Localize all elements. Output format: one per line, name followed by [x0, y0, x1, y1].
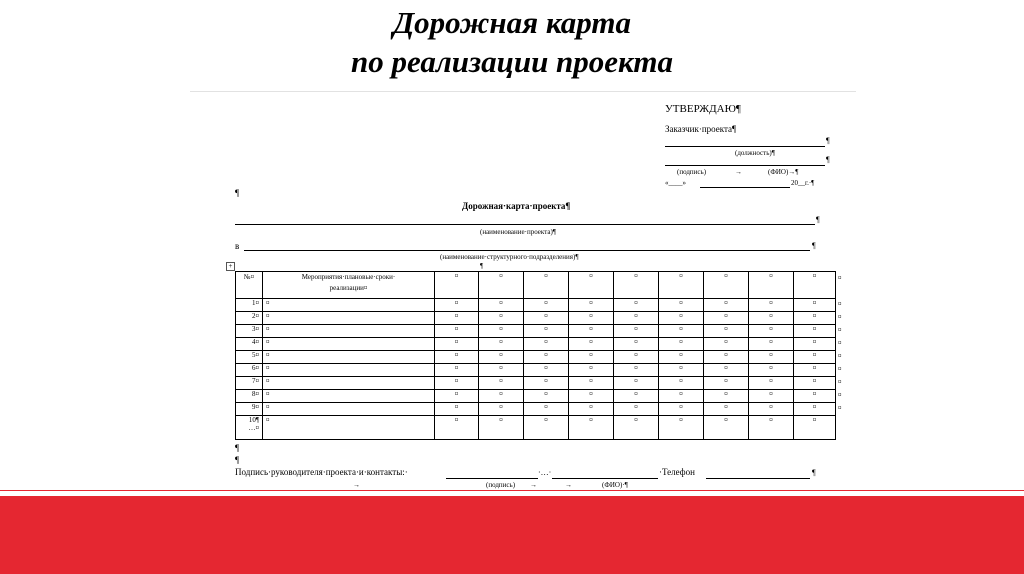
header-cell: ¤ — [524, 272, 569, 299]
schedule-cell[interactable]: ¤ — [794, 325, 836, 338]
row-number: 4¤ — [236, 338, 263, 351]
schedule-cell[interactable]: ¤ — [524, 377, 569, 390]
pilcrow-6: ¶ — [480, 262, 484, 270]
approve-label: УТВЕРЖДАЮ¶ — [665, 103, 741, 115]
schedule-cell[interactable]: ¤ — [435, 377, 479, 390]
roadmap-table — [235, 271, 836, 440]
header-activities: Мероприятия·плановые·сроки· реализации¤ — [263, 272, 435, 299]
footer-signature-caption: (подпись) — [486, 481, 516, 489]
row-end-mark: ¤ — [838, 300, 842, 308]
schedule-cell[interactable]: ¤ — [659, 364, 704, 377]
schedule-cell[interactable]: ¤ — [749, 325, 794, 338]
in-prefix: в — [235, 241, 240, 251]
table-row — [236, 325, 836, 338]
row-end-mark: ¤ — [838, 391, 842, 399]
schedule-cell[interactable]: ¤ — [749, 364, 794, 377]
schedule-cell[interactable]: ¤ — [704, 403, 749, 416]
row-end-mark: ¤ — [838, 378, 842, 386]
schedule-cell[interactable]: ¤ — [569, 390, 614, 403]
schedule-cell[interactable]: ¤ — [659, 377, 704, 390]
schedule-cell[interactable]: ¤ — [524, 351, 569, 364]
activity-cell[interactable]: ¤ — [263, 390, 435, 403]
schedule-cell[interactable]: ¤ — [749, 390, 794, 403]
header-cell: ¤ — [569, 272, 614, 299]
schedule-cell[interactable]: ¤ — [659, 403, 704, 416]
activity-cell[interactable]: ¤ — [263, 416, 435, 440]
schedule-cell[interactable]: ¤ — [659, 351, 704, 364]
project-name-line — [235, 224, 815, 225]
slide-title-line1: Дорожная карта — [393, 5, 631, 40]
schedule-cell[interactable]: ¤ — [794, 364, 836, 377]
schedule-cell[interactable]: ¤ — [479, 416, 524, 440]
schedule-cell[interactable]: ¤ — [749, 377, 794, 390]
schedule-cell[interactable]: ¤ — [435, 403, 479, 416]
schedule-cell[interactable]: ¤ — [614, 325, 659, 338]
activity-cell[interactable]: ¤ — [263, 377, 435, 390]
header-cell: ¤ — [749, 272, 794, 299]
pilcrow-2: ¶ — [826, 155, 830, 164]
schedule-cell[interactable]: ¤ — [794, 351, 836, 364]
schedule-cell[interactable]: ¤ — [569, 364, 614, 377]
schedule-cell[interactable]: ¤ — [704, 338, 749, 351]
schedule-cell[interactable]: ¤ — [435, 416, 479, 440]
schedule-cell[interactable]: ¤ — [704, 416, 749, 440]
schedule-cell[interactable]: ¤ — [569, 377, 614, 390]
schedule-cell[interactable]: ¤ — [569, 312, 614, 325]
schedule-cell[interactable]: ¤ — [614, 377, 659, 390]
schedule-cell[interactable]: ¤ — [614, 312, 659, 325]
pilcrow-7: ¶ — [235, 443, 240, 453]
unit-line — [244, 250, 810, 251]
schedule-cell[interactable]: ¤ — [704, 364, 749, 377]
schedule-cell[interactable]: ¤ — [749, 299, 794, 312]
schedule-cell[interactable]: ¤ — [614, 390, 659, 403]
schedule-cell[interactable]: ¤ — [569, 351, 614, 364]
tab-arrow: → — [735, 168, 742, 176]
schedule-cell[interactable]: ¤ — [614, 403, 659, 416]
schedule-cell[interactable]: ¤ — [569, 416, 614, 440]
row-end-mark: ¤ — [838, 326, 842, 334]
schedule-cell[interactable]: ¤ — [479, 312, 524, 325]
table-row — [236, 351, 836, 364]
slide-title-line2: по реализации проекта — [351, 44, 673, 79]
schedule-cell[interactable]: ¤ — [659, 338, 704, 351]
schedule-cell[interactable]: ¤ — [659, 312, 704, 325]
activity-cell[interactable]: ¤ — [263, 364, 435, 377]
signature-line — [665, 165, 825, 166]
date-line — [700, 187, 790, 188]
row-end-mark: ¤ — [838, 274, 842, 282]
schedule-cell[interactable]: ¤ — [704, 312, 749, 325]
footer-phone-line — [706, 478, 810, 479]
pilcrow-9: ¶ — [812, 468, 816, 477]
schedule-cell[interactable]: ¤ — [614, 299, 659, 312]
table-row — [236, 416, 836, 440]
schedule-cell[interactable]: ¤ — [479, 390, 524, 403]
date-open: «____» — [665, 179, 686, 187]
fio-caption: (ФИО)→¶ — [768, 168, 799, 176]
activity-cell[interactable]: ¤ — [263, 403, 435, 416]
row-end-mark: ¤ — [838, 313, 842, 321]
schedule-cell[interactable]: ¤ — [524, 338, 569, 351]
schedule-cell[interactable]: ¤ — [569, 403, 614, 416]
schedule-cell[interactable]: ¤ — [794, 416, 836, 440]
header-cell: ¤ — [614, 272, 659, 299]
schedule-cell[interactable]: ¤ — [524, 364, 569, 377]
schedule-cell[interactable]: ¤ — [479, 364, 524, 377]
schedule-cell[interactable]: ¤ — [704, 299, 749, 312]
schedule-cell[interactable]: ¤ — [435, 351, 479, 364]
row-end-mark: ¤ — [838, 352, 842, 360]
table-row — [236, 299, 836, 312]
footer-red-bar — [0, 496, 1024, 574]
schedule-cell[interactable]: ¤ — [435, 325, 479, 338]
schedule-cell[interactable]: ¤ — [794, 338, 836, 351]
footer-signature-line — [446, 478, 538, 479]
header-cell: ¤ — [794, 272, 836, 299]
activity-cell[interactable]: ¤ — [263, 338, 435, 351]
schedule-cell[interactable]: ¤ — [479, 338, 524, 351]
schedule-cell[interactable]: ¤ — [614, 364, 659, 377]
footer-arrow: → — [353, 481, 360, 489]
row-number: 10¶ …¤ — [236, 416, 263, 440]
header-cell: ¤ — [479, 272, 524, 299]
pilcrow-5: ¶ — [812, 241, 816, 250]
schedule-cell[interactable]: ¤ — [749, 416, 794, 440]
schedule-cell[interactable]: ¤ — [659, 390, 704, 403]
row-number: 3¤ — [236, 325, 263, 338]
schedule-cell[interactable]: ¤ — [524, 416, 569, 440]
schedule-cell[interactable]: ¤ — [479, 299, 524, 312]
schedule-cell[interactable]: ¤ — [659, 299, 704, 312]
schedule-cell[interactable]: ¤ — [704, 351, 749, 364]
schedule-cell[interactable]: ¤ — [524, 312, 569, 325]
header-cell: ¤ — [435, 272, 479, 299]
row-number: 7¤ — [236, 377, 263, 390]
schedule-cell[interactable]: ¤ — [435, 390, 479, 403]
schedule-cell[interactable]: ¤ — [479, 377, 524, 390]
schedule-cell[interactable]: ¤ — [479, 325, 524, 338]
doc-heading: Дорожная·карта·проекта¶ — [462, 201, 571, 211]
schedule-cell[interactable]: ¤ — [794, 377, 836, 390]
header-cell: ¤ — [659, 272, 704, 299]
document-page — [190, 91, 856, 497]
pilcrow-1: ¶ — [826, 136, 830, 145]
date-year: 20__г.·¶ — [791, 179, 815, 187]
schedule-cell[interactable]: ¤ — [749, 403, 794, 416]
schedule-cell[interactable]: ¤ — [749, 351, 794, 364]
schedule-cell[interactable]: ¤ — [794, 299, 836, 312]
schedule-cell[interactable]: ¤ — [749, 312, 794, 325]
schedule-cell[interactable]: ¤ — [794, 390, 836, 403]
row-number: 8¤ — [236, 390, 263, 403]
row-end-mark: ¤ — [838, 404, 842, 412]
unit-caption: (наименование·структурного·подразделения)¶ — [440, 253, 579, 261]
project-name-caption: (наименование·проекта)¶ — [480, 228, 556, 236]
table-row — [236, 403, 836, 416]
footer-phone: ·Телефон — [659, 467, 695, 477]
table-row — [236, 377, 836, 390]
pilcrow-4: ¶ — [816, 215, 820, 224]
pilcrow-8: ¶ — [235, 455, 240, 465]
table-row — [236, 364, 836, 377]
customer-label: Заказчик·проекта¶ — [665, 124, 737, 134]
table-header-row — [236, 272, 836, 299]
header-number: №¤ — [236, 272, 263, 299]
row-number: 1¤ — [236, 299, 263, 312]
activity-cell[interactable]: ¤ — [263, 299, 435, 312]
schedule-cell[interactable]: ¤ — [659, 325, 704, 338]
table-row — [236, 312, 836, 325]
activity-cell[interactable]: ¤ — [263, 312, 435, 325]
activity-cell[interactable]: ¤ — [263, 325, 435, 338]
schedule-cell[interactable]: ¤ — [794, 403, 836, 416]
schedule-cell[interactable]: ¤ — [524, 403, 569, 416]
schedule-cell[interactable]: ¤ — [435, 338, 479, 351]
schedule-cell[interactable]: ¤ — [614, 351, 659, 364]
schedule-cell[interactable]: ¤ — [569, 325, 614, 338]
row-number: 9¤ — [236, 403, 263, 416]
row-number: 2¤ — [236, 312, 263, 325]
schedule-cell[interactable]: ¤ — [614, 416, 659, 440]
header-cell: ¤ — [704, 272, 749, 299]
table-row — [236, 390, 836, 403]
row-end-mark: ¤ — [838, 365, 842, 373]
footer-fio-line — [552, 478, 658, 479]
schedule-cell[interactable]: ¤ — [749, 338, 794, 351]
table-row — [236, 338, 836, 351]
signature-caption: (подпись) — [677, 168, 707, 176]
row-end-mark: ¤ — [838, 339, 842, 347]
accent-divider — [0, 490, 1024, 491]
footer-label: Подпись·руководителя·проекта·и·контакты:· — [235, 467, 408, 477]
footer-arrow: → — [565, 481, 572, 489]
footer-fio-caption: (ФИО)·¶ — [602, 481, 628, 489]
schedule-cell[interactable]: ¤ — [524, 390, 569, 403]
schedule-cell[interactable]: ¤ — [704, 325, 749, 338]
schedule-cell[interactable]: ¤ — [704, 390, 749, 403]
position-caption: (должность)¶ — [735, 149, 775, 157]
activity-cell[interactable]: ¤ — [263, 351, 435, 364]
schedule-cell[interactable]: ¤ — [435, 299, 479, 312]
table-move-handle[interactable]: + — [226, 262, 235, 271]
schedule-cell[interactable]: ¤ — [479, 403, 524, 416]
schedule-cell[interactable]: ¤ — [569, 338, 614, 351]
schedule-cell[interactable]: ¤ — [524, 325, 569, 338]
schedule-cell[interactable]: ¤ — [794, 312, 836, 325]
row-number: 6¤ — [236, 364, 263, 377]
schedule-cell[interactable]: ¤ — [569, 299, 614, 312]
footer-arrow: → — [530, 481, 537, 489]
schedule-cell[interactable]: ¤ — [704, 377, 749, 390]
schedule-cell[interactable]: ¤ — [524, 299, 569, 312]
schedule-cell[interactable]: ¤ — [435, 312, 479, 325]
schedule-cell[interactable]: ¤ — [435, 364, 479, 377]
schedule-cell[interactable]: ¤ — [479, 351, 524, 364]
schedule-cell[interactable]: ¤ — [659, 416, 704, 440]
position-line — [665, 146, 825, 147]
schedule-cell[interactable]: ¤ — [614, 338, 659, 351]
pilcrow-3: ¶ — [235, 188, 240, 198]
footer-dots: ·…· — [538, 468, 552, 477]
row-number: 5¤ — [236, 351, 263, 364]
